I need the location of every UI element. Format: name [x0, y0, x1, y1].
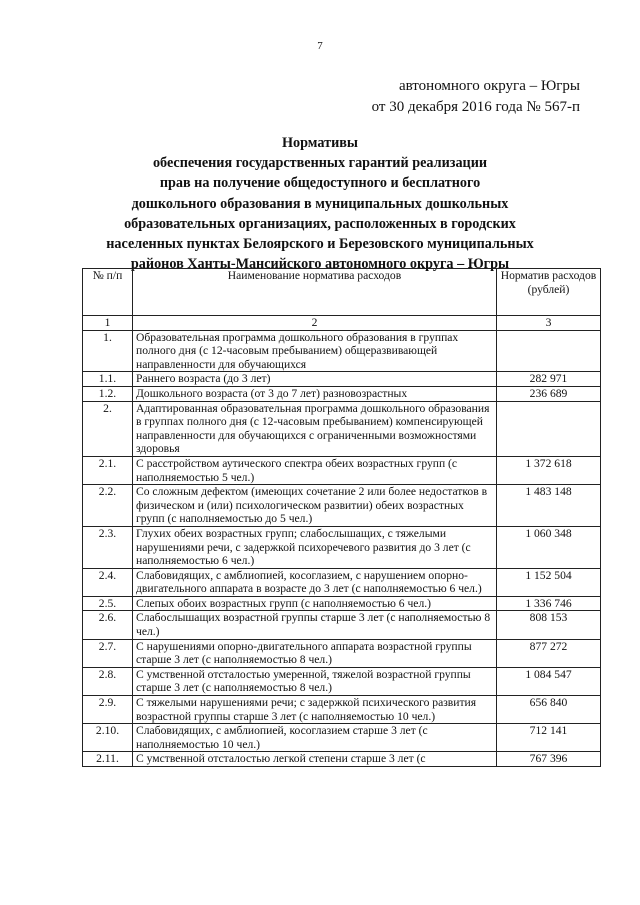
row-name: С умственной отсталостью умеренной, тяжелой возрастной группы старше 3 лет (с наполняемостью 8 чел.) — [133, 667, 497, 695]
row-name: С умственной отсталостью легкой степени старше 3 лет (с — [133, 752, 497, 767]
row-value: 1 483 148 — [497, 485, 601, 527]
table-row — [83, 596, 601, 611]
table-row — [83, 639, 601, 667]
row-name: Дошкольного возраста (от 3 до 7 лет) разновозрастных — [133, 386, 497, 401]
row-number: 2.8. — [83, 667, 133, 695]
row-number: 2.6. — [83, 611, 133, 639]
table-row — [83, 456, 601, 484]
row-value: 282 971 — [497, 372, 601, 387]
row-name: Со сложным дефектом (имеющих сочетание 2 или более недостатков в физическом и (или) психологическом развитии) обеих возрастных групп (с наполняемостью до 5 чел.) — [133, 485, 497, 527]
row-name: Слабослышащих возрастной группы старше 3 лет (с наполняемостью 8 чел.) — [133, 611, 497, 639]
row-value: 1 152 504 — [497, 568, 601, 596]
row-value: 1 336 746 — [497, 596, 601, 611]
table-row — [83, 696, 601, 724]
title-line: районов Ханты-Мансийского автономного округа – Югры — [130, 256, 510, 273]
table-row — [83, 330, 601, 372]
row-value: 656 840 — [497, 696, 601, 724]
row-name: С расстройством аутического спектра обеих возрастных групп (с наполняемостью 5 чел.) — [133, 456, 497, 484]
table-row — [83, 667, 601, 695]
row-number: 1. — [83, 330, 133, 372]
row-name: С нарушениями опорно-двигательного аппарата возрастной группы старше 3 лет (с наполняемостью 8 чел.) — [133, 639, 497, 667]
header-value: Норматив расходов (рублей) — [497, 269, 601, 316]
table-row — [83, 752, 601, 767]
row-value — [497, 401, 601, 456]
row-name: Адаптированная образовательная программа дошкольного образования в группах полного дня (с 12-часовым пребыванием) компенсирующей направленности для обучающихся с ограниченными возможностями здоровья — [133, 401, 497, 456]
title-line: населенных пунктах Белоярского и Березовского муниципальных — [106, 236, 534, 253]
row-number: 2.5. — [83, 596, 133, 611]
row-number: 2.3. — [83, 526, 133, 568]
row-value: 767 396 — [497, 752, 601, 767]
table-header-row — [83, 269, 601, 316]
row-number: 2.1. — [83, 456, 133, 484]
header-line-2: от 30 декабря 2016 года № 567-п — [371, 99, 580, 115]
page-number: 7 — [317, 40, 323, 52]
row-name: С тяжелыми нарушениями речи; с задержкой психического развития возрастной группы старше 3 лет (с наполняемостью 10 чел.) — [133, 696, 497, 724]
row-value — [497, 330, 601, 372]
row-name: Образовательная программа дошкольного образования в группах полного дня (с 12-часовым пребыванием) общеразвивающей направленности для обучающихся — [133, 330, 497, 372]
row-value: 877 272 — [497, 639, 601, 667]
row-value: 1 372 618 — [497, 456, 601, 484]
table-row — [83, 724, 601, 752]
index-cell: 1 — [83, 316, 133, 331]
row-name: Слепых обоих возрастных групп (с наполняемостью 6 чел.) — [133, 596, 497, 611]
table-row — [83, 372, 601, 387]
row-value: 1 060 348 — [497, 526, 601, 568]
index-cell: 2 — [133, 316, 497, 331]
row-number: 2. — [83, 401, 133, 456]
row-number: 2.7. — [83, 639, 133, 667]
row-number: 2.10. — [83, 724, 133, 752]
title-line: образовательных организациях, расположенных в городских — [124, 215, 516, 232]
title-line: Нормативы — [282, 135, 358, 151]
row-name: Раннего возраста (до 3 лет) — [133, 372, 497, 387]
title-line: обеспечения государственных гарантий реализации — [152, 155, 488, 172]
title-line: прав на получение общедоступного и бесплатного — [159, 175, 481, 192]
row-name: Глухих обеих возрастных групп; слабослышащих, с тяжелыми нарушениями речи, с задержкой психоречевого развития до 3 лет (с наполняемостью 6 чел.) — [133, 526, 497, 568]
header-num: № п/п — [83, 269, 133, 316]
norms-table — [82, 268, 601, 767]
table-row — [83, 526, 601, 568]
row-number: 2.11. — [83, 752, 133, 767]
row-value: 236 689 — [497, 386, 601, 401]
table-index-row — [83, 316, 601, 331]
table-row — [83, 386, 601, 401]
table-row — [83, 611, 601, 639]
row-value: 808 153 — [497, 611, 601, 639]
row-number: 2.4. — [83, 568, 133, 596]
index-cell: 3 — [497, 316, 601, 331]
row-number: 1.2. — [83, 386, 133, 401]
row-number: 2.2. — [83, 485, 133, 527]
row-number: 1.1. — [83, 372, 133, 387]
row-value: 712 141 — [497, 724, 601, 752]
table-row — [83, 568, 601, 596]
row-value: 1 084 547 — [497, 667, 601, 695]
row-name: Слабовидящих, с амблиопией, косоглазием, с нарушением опорно-двигательного аппарата в возрасте до 3 лет (с наполняемостью 6 чел.) — [133, 568, 497, 596]
row-name: Слабовидящих, с амблиопией, косоглазием старше 3 лет (с наполняемостью 10 чел.) — [133, 724, 497, 752]
header-line-1: автономного округа – Югры — [398, 78, 580, 94]
row-number: 2.9. — [83, 696, 133, 724]
table-row — [83, 485, 601, 527]
table-row — [83, 401, 601, 456]
header-name: Наименование норматива расходов — [133, 269, 497, 316]
document-title — [60, 133, 580, 274]
title-line: дошкольного образования в муниципальных дошкольных — [131, 195, 509, 212]
